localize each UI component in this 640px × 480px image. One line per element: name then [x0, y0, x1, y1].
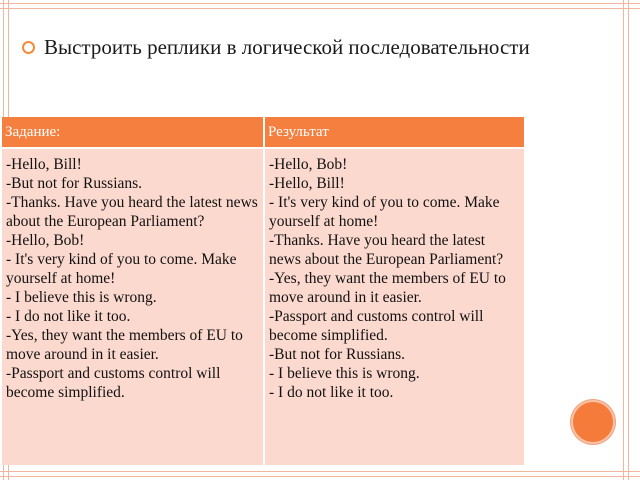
task-line: -But not for Russians. [6, 175, 143, 192]
result-line: - It's very kind of you to come. Make yourself at home! [269, 194, 500, 230]
result-line: -Passport and customs control will become simplified. [269, 308, 484, 344]
result-cell [264, 148, 524, 465]
task-line: -Yes, they want the members of EU to move around in it easier. [6, 327, 243, 363]
task-line: -Passport and customs control will become simplified. [6, 365, 221, 401]
task-line: - I believe this is wrong. [6, 289, 157, 306]
task-table [2, 117, 524, 465]
result-line: - I believe this is wrong. [269, 365, 420, 382]
result-line: -Yes, they want the members of EU to move around in it easier. [269, 270, 506, 306]
result-line: -Hello, Bill! [269, 175, 345, 192]
task-line: - It's very kind of you to come. Make yourself at home! [6, 251, 237, 287]
table-row [2, 148, 524, 465]
result-line: - I do not like it too. [269, 384, 394, 401]
bullet-item [22, 34, 582, 61]
result-line: -Hello, Bob! [269, 156, 348, 173]
task-line: -Hello, Bob! [6, 232, 85, 249]
result-line: -But not for Russians. [269, 346, 406, 363]
task-line: -Thanks. Have you heard the latest news about the European Parliament? [6, 194, 258, 230]
result-line: -Thanks. Have you heard the latest news about the European Parliament? [269, 232, 504, 268]
slide-frame-right [623, 0, 629, 480]
bullet-marker-icon [22, 41, 35, 54]
header-task: Задание: [2, 117, 264, 148]
decorative-circle-icon [571, 400, 615, 444]
slide-frame-top [0, 3, 640, 9]
task-cell [2, 148, 264, 465]
task-line: -Hello, Bill! [6, 156, 82, 173]
task-line: - I do not like it too. [6, 308, 131, 325]
slide-frame-bottom [0, 471, 640, 477]
bullet-text: Выстроить реплики в логической последовательности [44, 35, 530, 59]
header-result: Результат [264, 117, 524, 148]
table-header-row [2, 117, 524, 148]
